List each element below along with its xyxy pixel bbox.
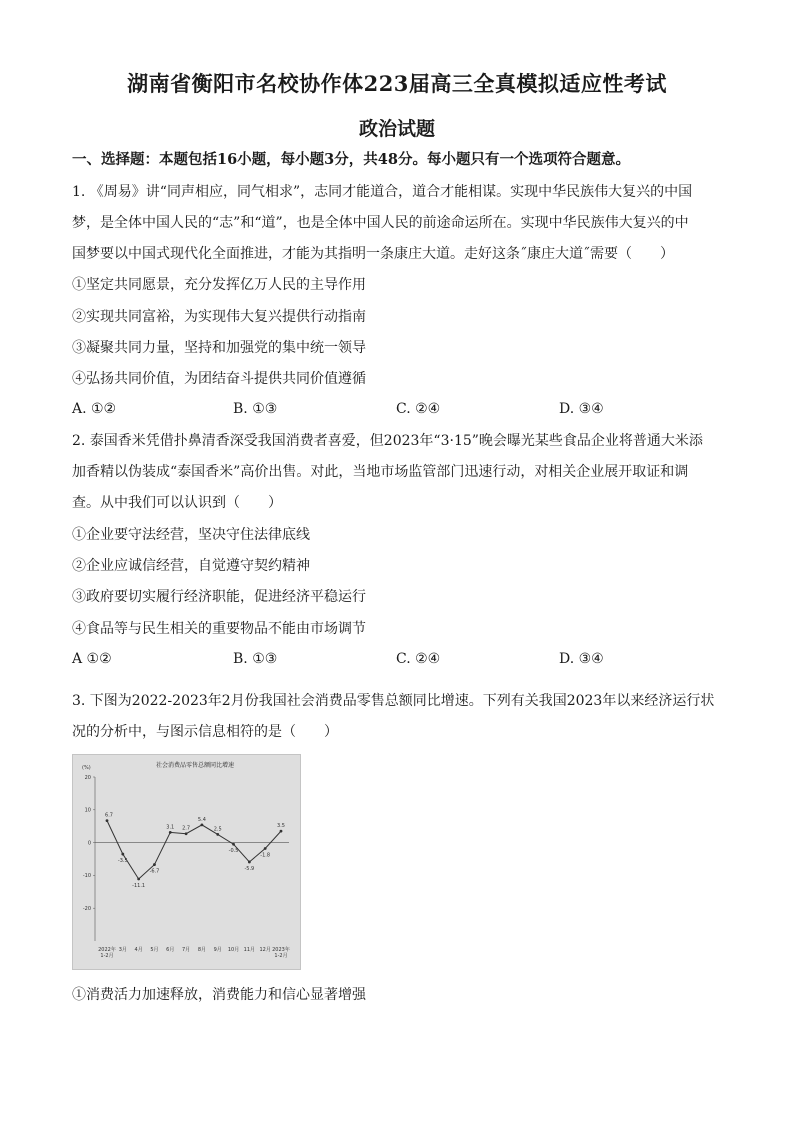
data-point <box>264 847 267 850</box>
data-point <box>232 843 235 846</box>
q2-stem-line-1: 2. 泰国香米凭借扑鼻清香深受我国消费者喜爱，但2023年“3·15”晚会曝光某些食品企业将普通大米添 <box>72 433 703 449</box>
x-tick-label: 9月 <box>213 947 222 953</box>
data-label: 2.5 <box>213 826 222 833</box>
x-tick-label: 2023年 <box>272 947 290 953</box>
x-tick-label-sub: 1-2月 <box>100 953 114 959</box>
data-point <box>201 823 204 826</box>
data-label: -6.7 <box>149 868 160 875</box>
q3-stem-line-2: 况的分析中，与图示信息相符的是（ ） <box>72 724 338 740</box>
q1-option-b[interactable]: B. ①③ <box>233 401 278 417</box>
data-label: 6.7 <box>105 812 113 819</box>
q1-option-d[interactable]: D. ③④ <box>559 401 604 417</box>
data-label: 3.1 <box>166 824 175 831</box>
section-heading: 一、选择题：本题包括16小题，每小题3分，共48分。每小题只有一个选项符合题意。 <box>72 151 630 168</box>
q2-option-c[interactable]: C. ②④ <box>396 651 441 667</box>
q3-stem-line-1: 3. 下图为2022-2023年2月份我国社会消费品零售总额同比增速。下列有关我国2023年以来经济运行状 <box>72 693 715 709</box>
q2-option-b[interactable]: B. ①③ <box>233 651 278 667</box>
data-label: -3.5 <box>117 858 128 865</box>
x-tick-label: 10月 <box>227 947 240 953</box>
y-tick-label: -20 <box>82 906 91 912</box>
series-line <box>107 821 281 879</box>
data-point <box>106 819 109 822</box>
x-tick-label: 12月 <box>259 947 271 953</box>
x-tick-label: 5月 <box>150 947 159 953</box>
q2-stem-line-3: 查。从中我们可以认识到（ ） <box>72 495 282 511</box>
q1-stem-line-3: 国梦要以中国式现代化全面推进，才能为其指明一条康庄大道。走好这条˝康庄大道˝需要（ ） <box>72 246 674 262</box>
q1-item-4: ④弘扬共同价值，为团结奋斗提供共同价值遵循 <box>72 371 366 387</box>
x-tick-label: 2022年 <box>98 947 116 953</box>
data-point <box>153 863 156 866</box>
line-chart <box>73 755 300 969</box>
y-tick-label: 0 <box>87 840 91 847</box>
page-title: 湖南省衡阳市名校协作体223届高三全真模拟适应性考试 <box>127 71 667 96</box>
data-label: 5.4 <box>197 816 206 823</box>
q1-stem-line-1: 1. 《周易》讲“同声相应，同气相求”，志同才能道合，道合才能相谋。实现中华民族伟大复兴的中国 <box>72 184 693 200</box>
data-point <box>248 861 251 864</box>
x-tick-label: 11月 <box>243 947 256 953</box>
q1-item-1: ①坚定共同愿景，充分发挥亿万人民的主导作用 <box>72 277 366 293</box>
q2-item-4: ④食品等与民生相关的重要物品不能由市场调节 <box>72 621 366 637</box>
data-label: -0.5 <box>228 848 239 855</box>
x-tick-label: 4月 <box>134 947 143 953</box>
q2-option-d[interactable]: D. ③④ <box>559 651 604 667</box>
data-point <box>185 832 188 835</box>
q2-item-2: ②企业应诚信经营，自觉遵守契约精神 <box>72 558 310 574</box>
page-subtitle: 政治试题 <box>358 118 435 140</box>
data-label: 3.5 <box>277 823 285 830</box>
q2-stem-line-2: 加香精以伪装成“泰国香米”高价出售。对此，当地市场监管部门迅速行动，对相关企业展开取证和调 <box>72 464 689 480</box>
y-tick-label: 10 <box>84 807 91 814</box>
q2-item-3: ③政府要切实履行经济职能，促进经济平稳运行 <box>72 589 366 605</box>
y-tick-label: 20 <box>84 774 91 781</box>
chart-figure <box>72 754 301 970</box>
q1-item-2: ②实现共同富裕，为实现伟大复兴提供行动指南 <box>72 309 366 325</box>
data-label: 2.7 <box>182 825 191 832</box>
chart-y-unit: (%) <box>82 765 91 771</box>
x-tick-label-sub: 1-2月 <box>274 953 288 959</box>
x-tick-label: 7月 <box>181 947 191 953</box>
data-point <box>137 878 140 881</box>
x-tick-label: 3月 <box>118 947 127 953</box>
x-tick-label: 6月 <box>166 947 175 953</box>
q1-option-c[interactable]: C. ②④ <box>396 401 441 417</box>
data-point <box>280 830 283 833</box>
data-label: -1.8 <box>260 852 271 859</box>
data-label: -11.1 <box>132 883 146 890</box>
data-point <box>121 853 124 856</box>
data-label: -5.9 <box>244 865 255 872</box>
q3-item-1: ①消费活力加速释放，消费能力和信心显著增强 <box>72 987 366 1003</box>
x-tick-label: 8月 <box>197 947 207 953</box>
q1-item-3: ③凝聚共同力量，坚持和加强党的集中统一领导 <box>72 340 366 356</box>
chart-title: 社会消费品零售总额同比增速 <box>155 762 235 769</box>
q1-stem-line-2: 梦，是全体中国人民的“志”和“道”，也是全体中国人民的前途命运所在。实现中华民族伟大复兴的中 <box>72 215 689 231</box>
q1-option-a[interactable]: A. ①② <box>72 401 117 417</box>
data-point <box>169 831 172 834</box>
q2-option-a[interactable]: A ①② <box>72 651 112 667</box>
y-tick-label: -10 <box>82 873 91 880</box>
q2-item-1: ①企业要守法经营，坚决守住法律底线 <box>72 527 310 543</box>
data-point <box>216 833 219 836</box>
